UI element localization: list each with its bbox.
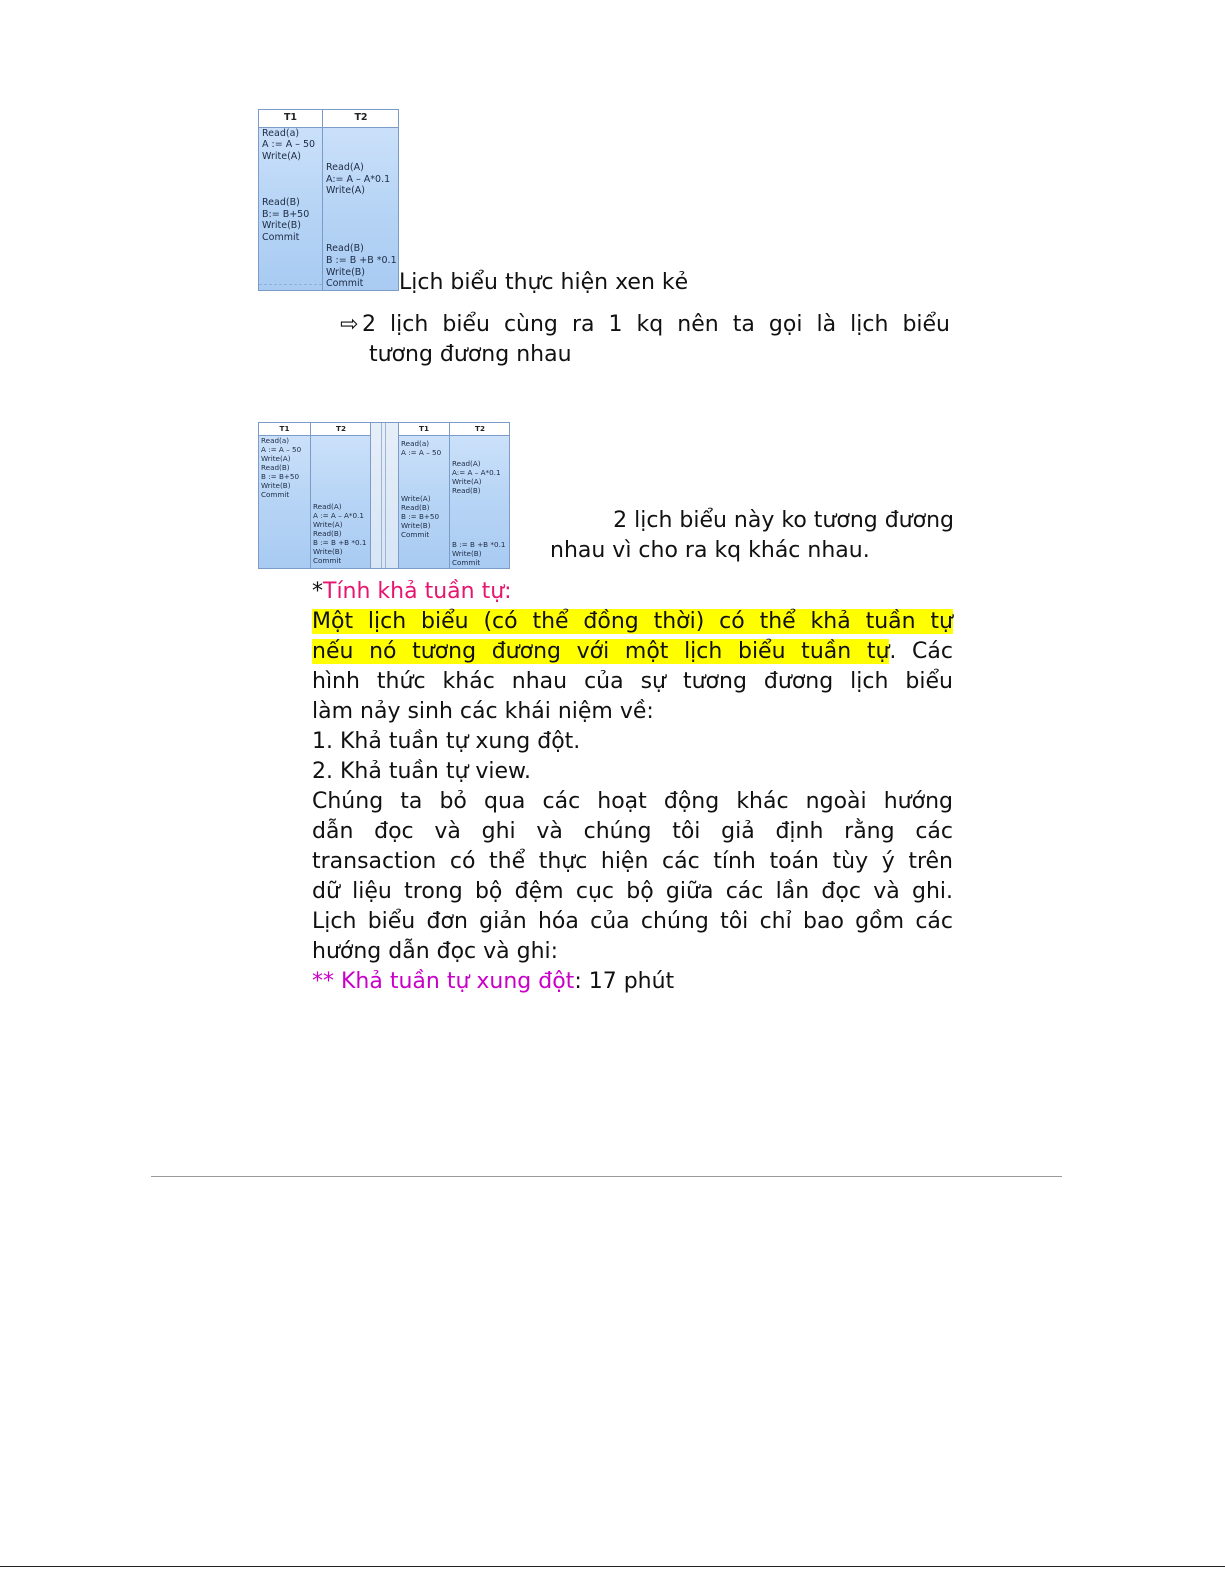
t2-op: Commit <box>313 556 342 565</box>
conclusion-equivalent <box>340 310 950 370</box>
definition-line-1 <box>312 607 953 637</box>
t1-op: Read(a) <box>401 439 430 448</box>
conclusion-line-2: tương đương nhau <box>369 342 572 367</box>
caption2-line-1: 2 lịch biểu này ko tương đương <box>613 508 954 533</box>
caption2-line-2: nhau vì cho ra kq khác nhau. <box>550 538 870 563</box>
t2-op: B := B +B *0.1 <box>452 540 506 549</box>
list-item: 2. Khả tuần tự view. <box>312 759 532 784</box>
t1-op: B:= B+50 <box>262 209 310 220</box>
table-gap <box>371 422 398 569</box>
serializability-section <box>312 577 953 997</box>
subheading <box>312 967 953 997</box>
t1-op: Read(a) <box>261 436 290 445</box>
schedule-table-serial <box>258 422 371 569</box>
t2-op: Commit <box>452 558 481 567</box>
t2-op: Read(B) <box>326 243 364 254</box>
paragraph-line: Chúng ta bỏ qua các hoạt động khác ngoài hướng <box>312 789 953 814</box>
t2-op: Read(B) <box>313 529 342 538</box>
schedule-comparison-figure <box>258 422 510 569</box>
header-t2: T2 <box>336 424 346 433</box>
t2-op: Read(A) <box>326 162 364 173</box>
t2-op: Read(A) <box>452 459 481 468</box>
paragraph-line: Lịch biểu đơn giản hóa của chúng tôi chỉ bao gồm các <box>312 909 953 934</box>
t1-op: Read(B) <box>262 197 300 208</box>
t2-op: A:= A – A*0.1 <box>452 468 501 477</box>
paragraph-line: dẫn đọc và ghi và chúng tôi giả định rằng các <box>312 819 953 844</box>
t2-op: Write(A) <box>326 185 365 196</box>
t1-op: Read(B) <box>401 503 430 512</box>
list-item: 1. Khả tuần tự xung đột. <box>312 729 581 754</box>
t2-op: Write(B) <box>326 267 366 278</box>
t1-op: A := A – 50 <box>261 445 302 454</box>
t2-op: B := B +B *0.1 <box>313 538 367 547</box>
header-t1: T1 <box>279 424 290 433</box>
t1-op: Write(B) <box>401 521 431 530</box>
t2-op: Write(B) <box>452 549 482 558</box>
definition-line-2: nếu nó tương đương với một lịch biểu tuần tự. Các <box>312 639 953 664</box>
section-heading <box>312 577 953 607</box>
schedule-table-nonequivalent <box>398 422 510 569</box>
t1-op: A := A – 50 <box>401 448 442 457</box>
t2-op: Read(B) <box>452 486 481 495</box>
t2-op: Read(A) <box>313 502 342 511</box>
heading-text: Tính khả tuần tự: <box>323 579 512 604</box>
highlighted-definition: nếu nó tương đương với một lịch biểu tuần tự <box>312 639 890 664</box>
page-divider <box>151 1176 1062 1177</box>
header-t2: T2 <box>354 112 368 123</box>
t2-op: A := A – A*0.1 <box>313 511 364 520</box>
paragraph-line: dữ liệu trong bộ đệm cục bộ giữa các lần đọc và ghi. <box>312 879 953 904</box>
schedule-table-interleaved <box>258 109 399 291</box>
t2-op: Commit <box>326 278 364 289</box>
bottom-border <box>0 1566 1225 1567</box>
t2-op: Write(A) <box>452 477 482 486</box>
t1-op: Commit <box>262 232 300 243</box>
t1-op: Commit <box>261 490 290 499</box>
t1-op: Read(a) <box>262 128 300 139</box>
t1-op: B := B+50 <box>261 472 300 481</box>
subheading-duration: : 17 phút <box>574 969 675 994</box>
t1-op: A := A – 50 <box>262 139 316 150</box>
definition-line-4: làm nảy sinh các khái niệm về: <box>312 699 654 724</box>
paragraph-line: hướng dẫn đọc và ghi: <box>312 939 559 964</box>
header-t1: T1 <box>283 112 298 123</box>
caption-nonequivalent <box>550 506 954 566</box>
t2-op: Write(B) <box>313 547 343 556</box>
t1-op: Commit <box>401 530 430 539</box>
t1-op: Write(B) <box>261 481 291 490</box>
conclusion-line-1: 2 lịch biểu cùng ra 1 kq nên ta gọi là lịch biểu <box>362 312 950 337</box>
header-t2: T2 <box>475 424 485 433</box>
header-t1: T1 <box>419 424 429 433</box>
t2-op: A:= A – A*0.1 <box>326 174 391 185</box>
t1-op: Write(B) <box>262 220 302 231</box>
highlighted-definition: Một lịch biểu (có thể đồng thời) có thể khả tuần tự <box>312 609 953 634</box>
caption-interleaved: Lịch biểu thực hiện xen kẻ <box>399 270 689 295</box>
t2-op: B := B +B *0.1 <box>326 255 397 266</box>
table-header <box>259 110 398 128</box>
paragraph-line: transaction có thể thực hiện các tính toán tùy ý trên <box>312 849 953 874</box>
t2-op: Write(A) <box>313 520 343 529</box>
t1-op: Write(A) <box>262 151 301 162</box>
dashed-separator <box>259 284 322 285</box>
definition-line-3: hình thức khác nhau của sự tương đương lịch biểu <box>312 669 953 694</box>
t1-op: B := B+50 <box>401 512 440 521</box>
t1-op: Read(B) <box>261 463 290 472</box>
subheading-text: ** Khả tuần tự xung đột <box>312 969 575 994</box>
t1-op: Write(A) <box>261 454 291 463</box>
t1-op: Write(A) <box>401 494 431 503</box>
heading-star: * <box>312 579 323 604</box>
arrow-right-icon: ⇨ <box>340 312 359 337</box>
column-divider <box>322 110 323 290</box>
